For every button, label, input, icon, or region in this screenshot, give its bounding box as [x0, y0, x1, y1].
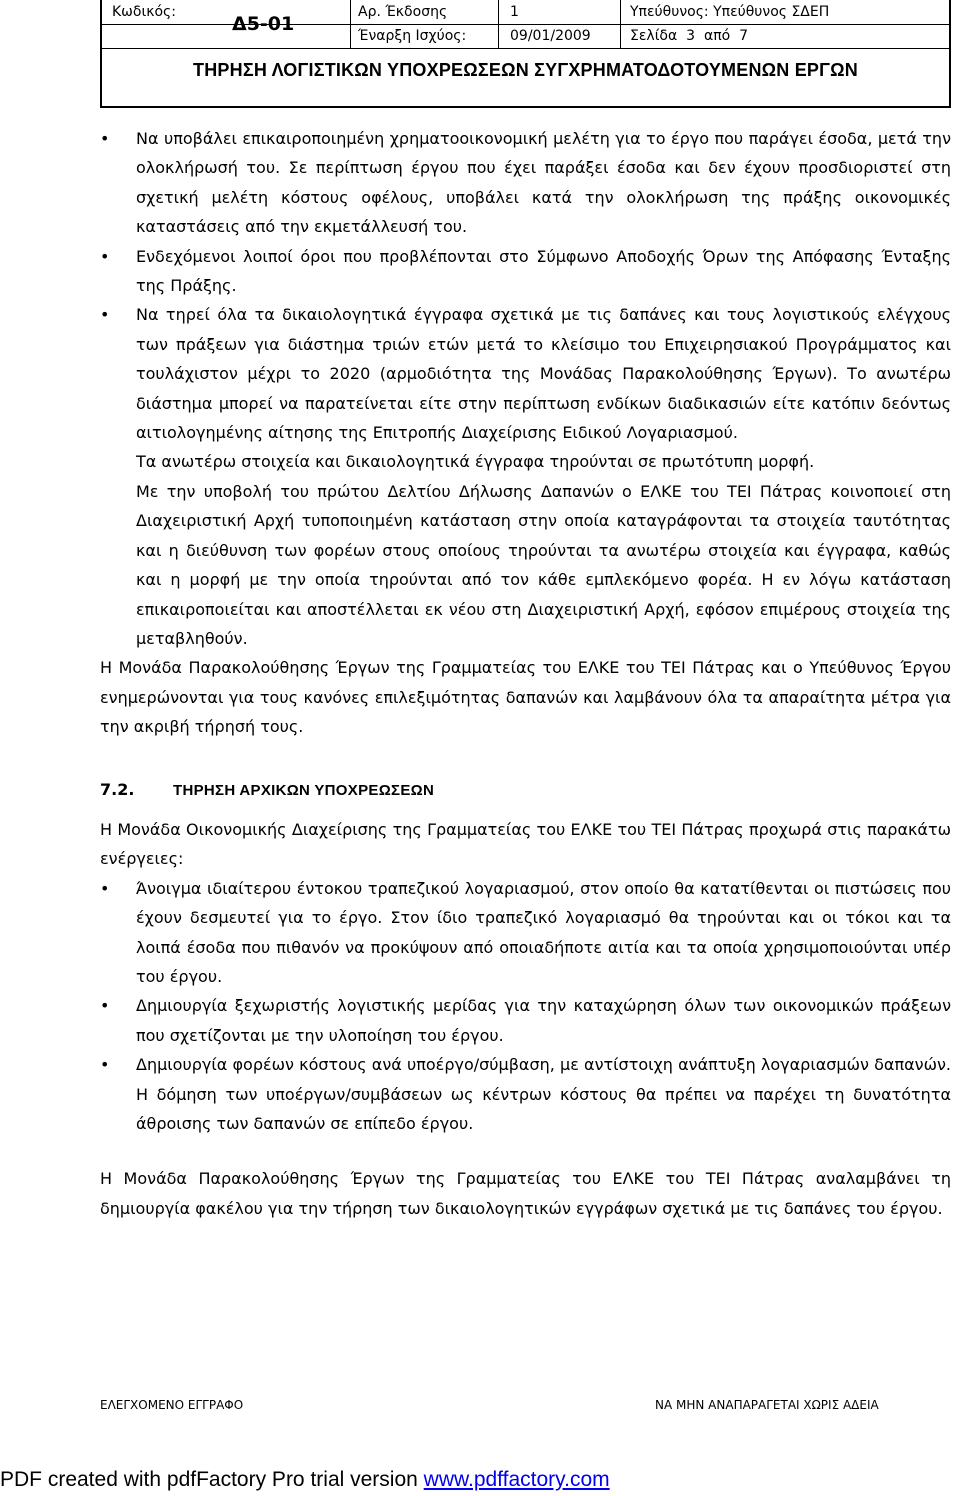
section-heading [100, 775, 951, 805]
list-item: • Ενδεχόμενοι λοιποί όροι που προβλέπονται στο Σύμφωνο Αποδοχής Όρων της Απόφασης Ένταξης της Πράξης. [100, 242, 951, 301]
list-item: • Άνοιγμα ιδιαίτερου έντοκου τραπεζικού λογαριασμού, στον οποίο θα κατατίθενται οι πιστώσεις που έχουν δεσμευτεί για το έργο. Στον ίδιο τραπεζικό λογαριασμό θα τηρούνται και οι τόκοι και τα λοιπά έσοδα που πιθανόν να προκύψουν από οποιαδήποτε αιτία και τα οποία χρησιμοποιούνται υπέρ του έργου. [100, 874, 951, 992]
paragraph: Η Μονάδα Παρακολούθησης Έργων της Γραμματείας του ΕΛΚΕ του ΤΕΙ Πάτρας και ο Υπεύθυνος Έργου ενημερώνονται για τους κανόνες επιλεξιμότητας δαπανών και λαμβάνουν όλα τα απαραίτητα μέτρα για την ακριβή τήρησή τους. [100, 658, 951, 737]
pdf-watermark-banner [0, 1468, 610, 1492]
indented-paragraph: Με την υποβολή του πρώτου Δελτίου Δήλωσης Δαπανών ο ΕΛΚΕ του ΤΕΙ Πάτρας κοινοποιεί στη Διαχειριστική Αρχή τυποποιημένη κατάσταση στην οποία καταγράφονται τα στοιχεία ταυτότητας και η διεύθυνση των φορέων στους οποίους τηρούνται τα ανωτέρω στοιχεία και έγγραφα, καθώς και η μορφή με την οποία τηρούνται από τον κάθε εμπλεκόμενο φορέα. Η εν λόγω κατάσταση επικαιροποιείται και αποστέλλεται εκ νέου στη Διαχειριστική Αρχή, εφόσον επιμέρους στοιχεία της μεταβληθούν. [136, 481, 951, 648]
list-item: • Δημιουργία φορέων κόστους ανά υποέργο/σύμβαση, με αντίστοιχη ανάπτυξη λογαριασμών δαπανών. Η δόμηση των υποέργων/συμβάσεων ως κέντρων κόστους θα πρέπει να παρέχει τη δυνατότητα άθροισης των δαπανών σε επίπεδο έργου. [100, 1050, 951, 1138]
page-current: 3 [686, 28, 696, 44]
start-date: 09/01/2009 [510, 28, 591, 44]
responsible-label: Υπεύθυνος: Υπεύθυνος ΣΔΕΠ [630, 4, 830, 20]
paragraph: Η Μονάδα Οικονομικής Διαχείρισης της Γραμματείας του ΕΛΚΕ του ΤΕΙ Πάτρας προχωρά στις παρακάτω ενέργειες: [100, 819, 951, 869]
list-item: • Δημιουργία ξεχωριστής λογιστικής μερίδας για την καταχώρηση όλων των οικονομικών πράξεων που σχετίζονται με την υλοποίηση του έργου. [100, 991, 951, 1050]
pdffactory-link[interactable]: www.pdffactory.com [423, 1468, 610, 1491]
page-total: 7 [739, 28, 749, 44]
header-divider [498, 0, 499, 48]
header-divider [350, 0, 351, 48]
pdf-banner-text: PDF created with pdfFactory Pro trial version [0, 1468, 424, 1491]
page-indicator [630, 24, 748, 48]
footer-controlled-label: ΕΛΕΓΧΟΜΕΝΟ ΕΓΓΡΑΦΟ [100, 1398, 244, 1412]
code-label: Κωδικός: [112, 4, 176, 20]
page-label: Σελίδα [630, 28, 678, 44]
version-value: 1 [510, 4, 519, 20]
code-value: Δ5-01 [232, 13, 295, 35]
page-title: ΤΗΡΗΣΗ ΛΟΓΙΣΤΙΚΩΝ ΥΠΟΧΡΕΩΣΕΩΝ ΣΥΓΧΡΗΜΑΤΟΔΟΤΟΥΜΕΝΩΝ ΕΡΓΩΝ [193, 60, 858, 80]
paragraph: Η Μονάδα Παρακολούθησης Έργων της Γραμματείας του ΕΛΚΕ του ΤΕΙ Πάτρας αναλαμβάνει τη δημιουργία φακέλου για την τήρηση των δικαιολογητικών εγγράφων σχετικά με τις δαπάνες του έργου. [100, 1169, 951, 1218]
list-item: • Να τηρεί όλα τα δικαιολογητικά έγγραφα σχετικά με τις δαπάνες και τους λογιστικούς ελέγχους των πράξεων για διάστημα τριών ετών μετά το κλείσιμο του Επιχειρησιακού Προγράμματος και τουλάχιστον μέχρι το 2020 (αρμοδιότητα της Μονάδας Παρακολούθησης Έργων). Το ανωτέρω διάστημα μπορεί να παρατείνεται είτε στην περίπτωση ενδίκων διαδικασιών είτε κατόπιν δεόντως αιτιολογημένης αίτησης της Επιτροπής Διαχείρισης Ειδικού Λογαριασμού. [100, 300, 951, 447]
page-of: από [703, 28, 731, 44]
section-title: ΤΗΡΗΣΗ ΑΡΧΙΚΩΝ ΥΠΟΧΡΕΩΣΕΩΝ [173, 781, 435, 799]
document-body [100, 124, 951, 1223]
document-header [100, 0, 951, 108]
indented-paragraph: Τα ανωτέρω στοιχεία και δικαιολογητικά έγγραφα τηρούνται σε πρωτότυπη μορφή. [136, 452, 815, 472]
obligations-list [100, 124, 951, 447]
header-divider [620, 0, 621, 48]
header-row-2 [102, 24, 949, 49]
actions-list [100, 874, 951, 1139]
list-item: • Να υποβάλει επικαιροποιημένη χρηματοοικονομική μελέτη για το έργο που παράγει έσοδα, μετά την ολοκλήρωσή του. Σε περίπτωση έργου που έχει παράξει έσοδα και δεν έχουν προσδιοριστεί στη σχετική μελέτη κόστους οφέλους, υποβάλει κατά την ολοκλήρωση της πράξης οικονομικές καταστάσεις από την εκμετάλλευσή του. [100, 124, 951, 242]
start-label: Έναρξη Ισχύος: [358, 28, 467, 44]
footer-no-copy-label: ΝΑ ΜΗΝ ΑΝΑΠΑΡΑΓΕΤΑΙ ΧΩΡΙΣ ΑΔΕΙΑ [655, 1398, 879, 1412]
section-number: 7.2. [100, 779, 135, 799]
version-label: Αρ. Έκδοσης [358, 4, 448, 20]
header-row-1 [102, 0, 949, 25]
